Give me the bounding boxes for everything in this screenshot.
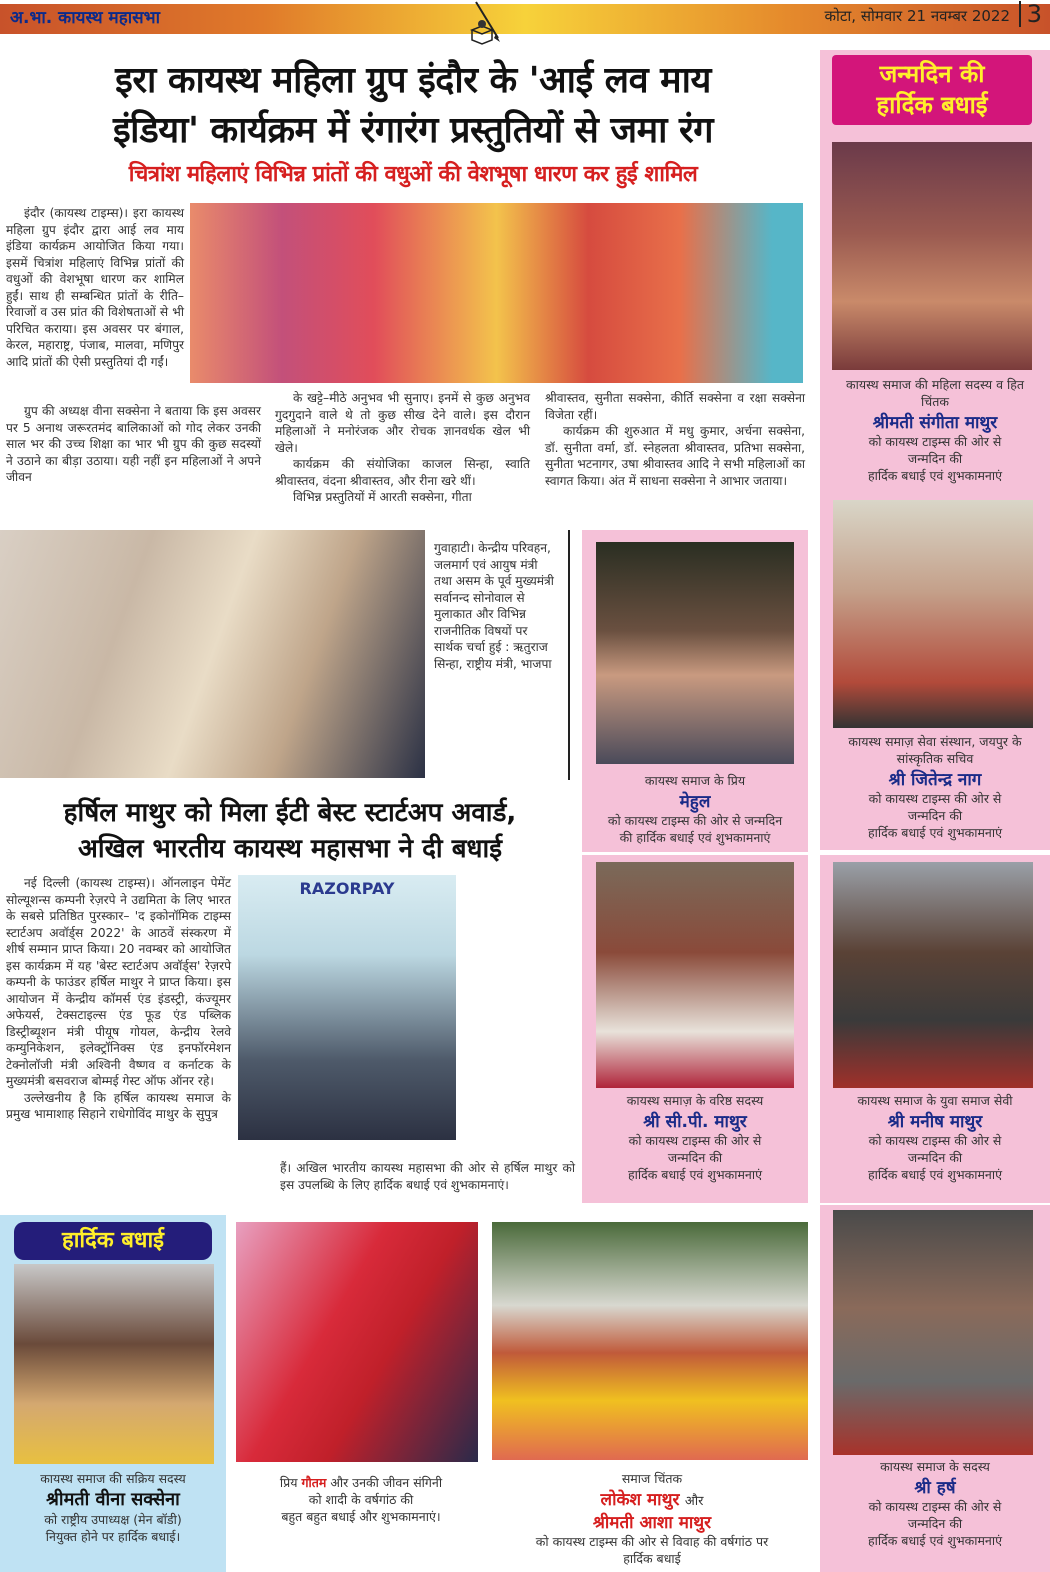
card-line: हार्दिक बधाई <box>623 1551 681 1566</box>
card-intro: कायस्थ समाज के सदस्य <box>880 1459 990 1474</box>
card-name: श्री मनीष माथुर <box>887 1112 983 1132</box>
portrait-photo <box>833 1210 1033 1455</box>
birthday-banner <box>832 55 1032 125</box>
card-line: को कायस्थ टाइम्स की ओर से <box>868 434 1002 449</box>
birthday-card-text <box>820 376 1050 484</box>
story1-paragraph: श्रीवास्तव, सुनीता सक्सेना, कीर्ति सक्सेना व रक्षा सक्सेना विजेता रहीं। <box>545 391 805 422</box>
group-photo-women <box>190 203 803 383</box>
card-name: श्री सी.पी. माथुर <box>643 1112 747 1132</box>
couple-photo-gautam <box>236 1222 478 1462</box>
suffix: और उनकी जीवन संगिनी <box>330 1475 443 1490</box>
card-intro: समाज चिंतक <box>621 1471 683 1486</box>
card-name: गौतम <box>301 1475 327 1490</box>
birthday-card-text <box>820 1092 1050 1183</box>
card-intro: कायस्थ समाज के युवा समाज सेवी <box>857 1093 1013 1108</box>
portrait-photo <box>832 142 1032 370</box>
story1-paragraph: कार्यक्रम की संयोजिका काजल सिन्हा, स्वाति श्रीवास्तव, वंदना श्रीवास्तव, और रीना खरे थीं। <box>275 457 530 488</box>
story3-paragraph: नई दिल्ली (कायस्थ टाइम्स)। ऑनलाइन पेमेंट सोल्यूशन्स कम्पनी रेज़रपे ने उद्यमिता के लिए भारत के सबसे प्रतिष्ठित पुरस्कार– 'द इकोनॉमिक टाइम्स स्टार्टअप अवॉर्ड्स 2022' के आठवें संस्करण में शीर्ष सम्मान प्राप्त किया। 20 नवम्बर को आयोजित इस कार्यक्रम में यह 'बेस्ट स्टार्टअप अवॉर्ड्स' रेज़रपे कम्पनी के फाउंडर हर्षिल माथुर ने प्राप्त किया। इस आयोजन में केन्द्रीय कॉमर्स एंड इंडस्ट्री, कंज्यूमर अफेयर्स, टेक्सटाइल्स एंड फूड एंड पब्लिक डिस्ट्रीब्यूशन मंत्री पीयूष गोयल, केन्द्रीय रेलवे कम्युनिकेशन, इलेक्ट्रॉनिक्स एंड इनफॉरमेशन टेक्नोलॉजी मंत्री अश्विनी वैष्णव व कर्नाटक के मुख्यमंत्री बसवराज बोम्मई गेस्ट ऑफ ऑनर रहे। <box>6 876 231 1088</box>
story3-paragraph: हैं। अखिल भारतीय कायस्थ महासभा की ओर से हर्षिल माथुर को इस उपलब्धि के लिए हार्दिक बधाई एवं शुभकामनाएं। <box>280 1161 575 1192</box>
story3-headline-line1: हर्षिल माथुर को मिला ईटी बेस्ट स्टार्टअप अवार्ड, <box>63 798 517 828</box>
story1-paragraph: विभिन्न प्रस्तुतियों में आरती सक्सेना, गीता <box>293 490 472 504</box>
portrait-photo <box>596 542 794 764</box>
story3-headline-line2: अखिल भारतीय कायस्थ महासभा ने दी बधाई <box>77 834 503 864</box>
anniversary-gautam-text <box>236 1474 486 1525</box>
photo-banner-text: RAZORPAY <box>299 879 395 898</box>
portrait-photo <box>596 862 794 1088</box>
card-line: को कायस्थ टाइम्स की ओर से जन्मदिन <box>607 813 783 828</box>
card-intro: कायस्थ समाज की सक्रिय सदस्य <box>40 1471 186 1486</box>
story1-paragraph: ग्रुप की अध्यक्ष वीना सक्सेना ने बताया कि इस अवसर पर 5 अनाथ जरूरतमंद बालिकाओं को गोद लेकर उनकी साल भर की उच्च शिक्षा का भार भी ग्रुप की कुछ सदस्यों ने उठाने का बीड़ा उठाया। यही नहीं इन महिलाओं ने अपने जीवन <box>6 404 261 484</box>
card-name: श्री जितेन्द्र नाग <box>888 770 982 790</box>
card-line: हार्दिक बधाई एवं शुभकामनाएं <box>867 825 1003 840</box>
card-line: हार्दिक बधाई एवं शुभकामनाएं <box>867 1533 1003 1548</box>
story1-subhead: चित्रांश महिलाएं विभिन्न प्रांतों की वधुओं की वेशभूषा धारण कर हुई शामिल <box>128 162 698 187</box>
birthday-card-text <box>582 772 808 846</box>
story3-column1 <box>6 875 231 1123</box>
birthday-card-text <box>820 733 1050 841</box>
joiner: और <box>684 1494 704 1509</box>
card-name-line <box>492 1487 812 1510</box>
card-line: की हार्दिक बधाई एवं शुभकामनाएं <box>619 830 771 845</box>
story1-paragraph: कार्यक्रम की शुरुआत में मधु कुमार, अर्चना सक्सेना, डॉ. सुनीता वर्मा, डॉ. स्नेहलता श्रीवास्तव, प्रतिभा सक्सेना, सुनीता भटनागर, उषा श्रीवास्तव आदि ने सभी महिलाओं का स्वागत किया। अंत में साधना सक्सेना ने आभार जताया। <box>545 424 805 488</box>
dateline: कोटा, सोमवार 21 नवम्बर 2022 <box>824 7 1010 25</box>
story1-headline-line1: इरा कायस्थ महिला ग्रुप इंदौर के 'आई लव माय <box>115 60 711 101</box>
story1-paragraph: के खट्टे–मीठे अनुभव भी सुनाए। इनमें से कुछ अनुभव गुदगुदाने वाले थे तो कुछ सीख देने वाले। इस दौरान महिलाओं ने मनोरंजक और रोचक ज्ञानवर्धक खेल भी खेले। <box>275 391 530 455</box>
card-name: श्रीमती संगीता माथुर <box>872 413 998 433</box>
congrats-text <box>0 1470 226 1545</box>
story3-headline <box>0 795 580 867</box>
banner-line: जन्मदिन की <box>879 60 985 88</box>
card-line: जन्मदिन की <box>907 1150 963 1165</box>
card-line: को कायस्थ टाइम्स की ओर से <box>628 1133 762 1148</box>
card-line <box>236 1474 486 1491</box>
card-intro: कायस्थ समाज़ सेवा संस्थान, जयपुर के सांस्कृतिक सचिव <box>848 734 1022 766</box>
birthday-card-text <box>820 1458 1050 1549</box>
card-line: नियुक्त होने पर हार्दिक बधाई। <box>45 1529 181 1544</box>
story3-column2 <box>280 1160 575 1193</box>
story3-paragraph: उल्लेखनीय है कि हर्षिल कायस्थ समाज के प्रमुख भामाशाह सिहाने राधेगोविंद माथुर के सुपुत्र <box>6 1090 231 1121</box>
card-line: को कायस्थ टाइम्स की ओर से <box>868 1499 1002 1514</box>
banner-line: हार्दिक बधाई <box>876 91 988 119</box>
column-divider <box>568 530 570 780</box>
story1-headline-line2: इंडिया' कार्यक्रम में रंगारंग प्रस्तुतियों से जमा रंग <box>112 110 714 151</box>
anniversary-lokesh-text <box>492 1470 812 1567</box>
card-line: को राष्ट्रीय उपाध्यक्ष (मेन बॉडी) <box>44 1512 182 1527</box>
card-line: हार्दिक बधाई एवं शुभकामनाएं <box>867 468 1003 483</box>
card-intro: कायस्थ समाज़ के वरिष्ठ सदस्य <box>626 1093 764 1108</box>
card-name: श्री हर्ष <box>914 1478 956 1498</box>
meeting-photo <box>0 530 425 778</box>
couple-photo-lokesh <box>492 1222 808 1460</box>
razorpay-award-photo <box>238 875 456 1140</box>
portrait-photo <box>14 1264 214 1464</box>
portrait-photo <box>833 500 1033 728</box>
card-line: बहुत बहुत बधाई और शुभकामनाएं। <box>281 1509 441 1524</box>
story1-paragraph: इंदौर (कायस्थ टाइम्स)। इरा कायस्थ महिला ग्रुप इंदौर द्वारा आई लव माय इंडिया कार्यक्रम आयोजित किया गया। इसमें चित्रांश महिलाएं विभिन्न प्रांतों की वधुओं की वेशभूषा धारण कर शामिल हुईं। साथ ही सम्बन्धित प्रांतों के रीति–रिवाजों व उस प्रांत की विशेषताओं से भी परिचित कराया। इस अवसर पर बंगाल, केरल, महाराष्ट्र, पंजाब, मालवा, मणिपुर आदि प्रांतों की ऐसी प्रस्तुतियां दी गईं। <box>6 206 184 369</box>
card-intro: कायस्थ समाज की महिला सदस्य व हित चिंतक <box>845 377 1025 409</box>
story1-column1-bottom <box>6 403 261 486</box>
card-line: जन्मदिन की <box>907 808 963 823</box>
portrait-photo <box>833 862 1033 1088</box>
card-line: को कायस्थ टाइम्स की ओर से <box>868 791 1002 806</box>
card-line: जन्मदिन की <box>907 451 963 466</box>
story2-caption: गुवाहाटी। केन्द्रीय परिवहन, जलमार्ग एवं आयुष मंत्री तथा असम के पूर्व मुख्यमंत्री सर्वानन्द सोनोवाल से मुलाकात और विभिन्न राजनीतिक विषयों पर सार्थक चर्चा हुई : ऋतुराज सिन्हा, राष्ट्रीय मंत्री, भाजपा <box>434 541 554 671</box>
page-number: 3 <box>1019 1 1042 27</box>
publication-name: अ.भा. कायस्थ महासभा <box>10 8 160 28</box>
card-line: को कायस्थ टाइम्स की ओर से विवाह की वर्षगांठ पर <box>535 1534 769 1549</box>
story1-column3 <box>545 390 805 489</box>
congrats-banner: हार्दिक बधाई <box>14 1222 212 1260</box>
card-line: को शादी के वर्षगांठ की <box>308 1492 414 1507</box>
story1-column2 <box>275 390 530 506</box>
card-name: मेहुल <box>679 792 711 812</box>
card-name: श्रीमती आशा माथुर <box>592 1513 712 1533</box>
card-name: श्रीमती वीना सक्सेना <box>46 1489 180 1510</box>
story1-headline <box>18 56 808 156</box>
card-line: हार्दिक बधाई एवं शुभकामनाएं <box>867 1167 1003 1182</box>
story1-column1-top <box>6 205 184 370</box>
card-line: को कायस्थ टाइम्स की ओर से <box>868 1133 1002 1148</box>
prefix: प्रिय <box>279 1475 298 1490</box>
birthday-card-text <box>582 1092 808 1183</box>
card-line: हार्दिक बधाई एवं शुभकामनाएं <box>627 1167 763 1182</box>
pen-inkpot-icon <box>466 0 510 46</box>
card-line: जन्मदिन की <box>907 1516 963 1531</box>
card-name: लोकेश माथुर <box>600 1490 680 1510</box>
card-intro: कायस्थ समाज के प्रिय <box>644 773 746 788</box>
card-line: जन्मदिन की <box>667 1150 723 1165</box>
